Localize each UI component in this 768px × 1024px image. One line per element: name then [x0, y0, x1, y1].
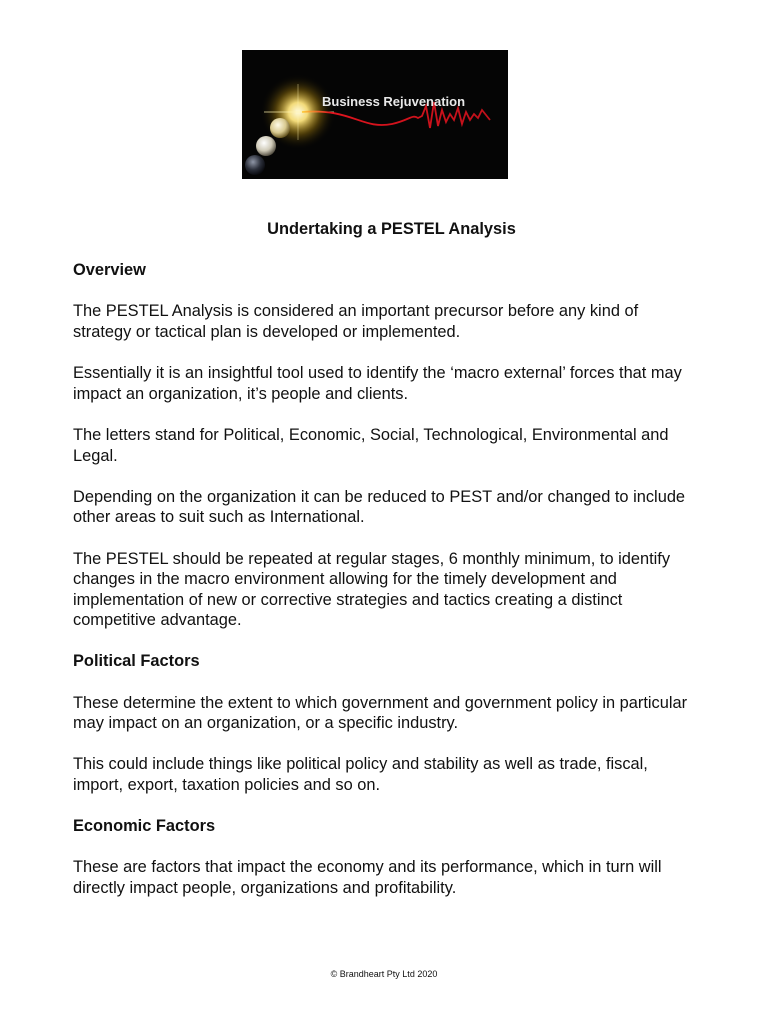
- document-title: Undertaking a PESTEL Analysis: [267, 220, 516, 238]
- pearl-white: [256, 136, 276, 156]
- section-heading-overview: Overview: [73, 261, 146, 280]
- paragraph: The letters stand for Political, Economic, Social, Technological, Environmental and Legal.: [73, 425, 669, 465]
- paragraph: Depending on the organization it can be reduced to PEST and/or changed to include other areas to suit such as International.: [73, 487, 686, 527]
- pearl-gold: [270, 118, 290, 138]
- paragraph: These are factors that impact the economy and its performance, which in turn will directly impact people, organizations and profitability.: [73, 858, 662, 897]
- pearl-dark: [245, 155, 265, 175]
- paragraph: The PESTEL should be repeated at regular stages, 6 monthly minimum, to identify changes in the macro environment allowing for the timely development and implementation of new or corrective strategies and tactics creating a distinct competitive advantage.: [73, 549, 671, 630]
- section-heading-political: Political Factors: [73, 652, 200, 671]
- logo-text: Business Rejuvenation: [322, 94, 466, 109]
- paragraph: These determine the extent to which government and government policy in particular may impact on an organization, or a specific industry.: [73, 693, 688, 733]
- logo-graphic: [242, 50, 508, 179]
- paragraph: The PESTEL Analysis is considered an important precursor before any kind of strategy or tactical plan is developed or implemented.: [73, 302, 639, 341]
- paragraph: This could include things like political policy and stability as well as trade, fiscal, import, export, taxation policies and so on.: [73, 755, 648, 795]
- business-rejuvenation-logo: [242, 50, 508, 179]
- footer-copyright: © Brandheart Pty Ltd 2020: [330, 969, 438, 979]
- document-body: [73, 219, 698, 919]
- section-heading-economic: Economic Factors: [73, 817, 216, 836]
- paragraph: Essentially it is an insightful tool used to identify the ‘macro external’ forces that may impact an organization, it’s people and clients.: [73, 364, 682, 403]
